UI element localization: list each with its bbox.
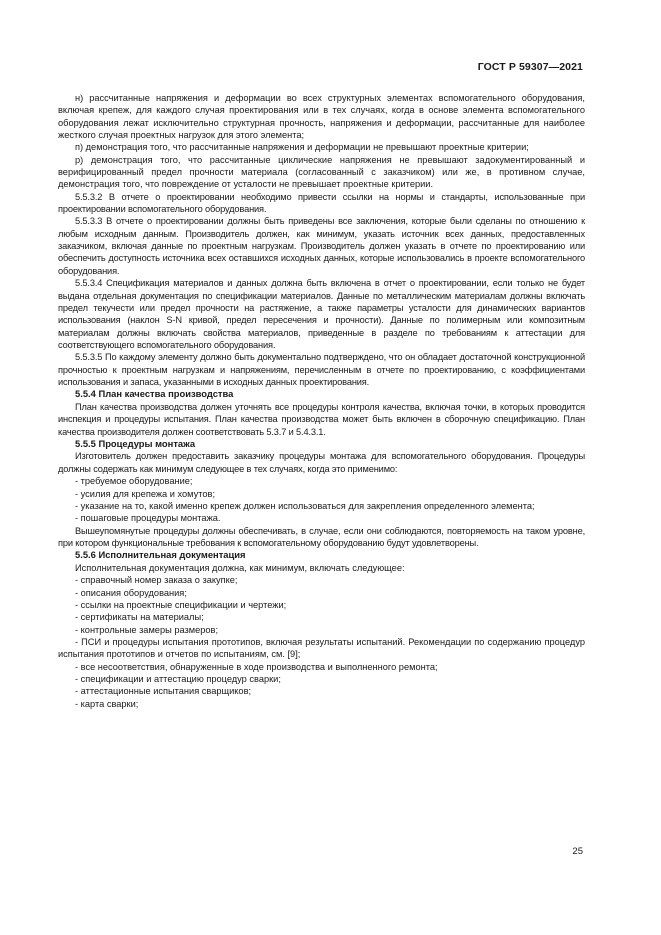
list-item: - аттестационные испытания сварщиков;: [75, 686, 252, 697]
list-item: - ссылки на проектные спецификации и чертежи;: [75, 599, 287, 610]
paragraph-5-5-6: Исполнительная документация должна, как минимум, включать следующее:: [75, 562, 405, 573]
paragraph-5-5-3-4: 5.5.3.4 Спецификация материалов и данных должна быть включена в отчет о проектировании, если только не будет выдана отдельная документация по спецификации материалов. Данные по металлическим материалам должны включать предел текучести или предел прочности на растяжение, а также параметры усталости для динамических вариантов использования (наклон S-N кривой, предел пересечения и прочности). Данные по полимерным или композитным материалам должны включать свойства материалов, приведенные в разделе по требованиям к аттестации для соответствующего вспомогательного оборудования.: [58, 278, 585, 350]
section-heading-5-5-5: 5.5.5 Процедуры монтажа: [75, 437, 196, 449]
list-item: - все несоответствия, обнаруженные в ходе производства и выполненного ремонта;: [75, 661, 438, 672]
section-heading-5-5-4: 5.5.4 План качества производства: [75, 388, 234, 400]
list-item: - контрольные замеры размеров;: [75, 624, 219, 635]
paragraph-item-n: н) рассчитанные напряжения и деформации во всех структурных элементах вспомогательного оборудования, включая крепеж, для каждого случая проектирования или в тех случаях, когда в основе элемента вспомогательного оборудования лежат исключительно структурная прочность, напряжения и деформации, рассчитанные для наиболее жесткого случая проектных нагрузок для этого элемента;: [58, 93, 585, 141]
list-5-5-5: [58, 475, 585, 524]
paragraph-item-p: п) демонстрация того, что рассчитанные напряжения и деформации не превышают проектные критерии;: [75, 142, 529, 153]
list-item: - пошаговые процедуры монтажа.: [75, 513, 221, 524]
list-item: - требуемое оборудование;: [75, 476, 193, 487]
paragraph-5-5-3-2: 5.5.3.2 В отчете о проектировании необходимо привести ссылки на нормы и стандарты, использованные при проектировании вспомогательного оборудования.: [58, 191, 585, 215]
paragraph-5-5-5: Изготовитель должен предоставить заказчику процедуры монтажа для вспомогательного оборудования. Процедуры должны содержать как минимум следующее в тех случаях, когда это применимо:: [58, 451, 585, 474]
list-item: - ПСИ и процедуры испытания прототипов, включая результаты испытаний. Рекомендации по содержанию процедур испытания прототипов и отчетов по испытаниям, см. [9];: [58, 636, 585, 660]
list-item: - спецификации и аттестацию процедур сварки;: [75, 673, 281, 684]
paragraph-5-5-3-5: 5.5.3.5 По каждому элементу должно быть документально подтверждено, что он обладает достаточной конструкционной прочностью к проектным нагрузкам и напряжениям, перечисленным в отчете по проектированию, с коэффициентами использования и запаса, указанными в исходных данных проектирования.: [58, 352, 585, 387]
paragraph-5-5-5-note: Вышеупомянутые процедуры должны обеспечивать, в случае, если они соблюдаются, повторяемость на таком уровне, при котором функциональные требования к вспомогательному оборудованию будут удовлетворены.: [58, 525, 585, 548]
section-heading-5-5-6: 5.5.6 Исполнительная документация: [75, 549, 246, 561]
document-body: [58, 92, 585, 710]
page-number: 25: [572, 846, 583, 857]
list-5-5-6: [58, 574, 585, 710]
document-header-id: ГОСТ Р 59307—2021: [477, 61, 583, 73]
list-item: - справочный номер заказа о закупке;: [75, 575, 238, 586]
paragraph-5-5-4: План качества производства должен уточнять все процедуры контроля качества, включая точки, в которых проводится инспекция и процедуры испытания. План качества производства может быть включен в сборочную спецификацию. План качества производителя должен соответствовать 5.3.7 и 5.4.3.1.: [58, 401, 585, 437]
list-item: - описания оборудования;: [75, 587, 187, 598]
paragraph-item-r: р) демонстрация того, что рассчитанные циклические напряжения не превышают задокументированный и верифицированный предел прочности материала (согласованный с заказчиком) или же, в противном случае, демонстрация того, что повреждение от усталости не превышает проектные критерии.: [58, 154, 585, 190]
list-item: - сертификаты на материалы;: [75, 612, 204, 623]
list-item: - указание на то, какой именно крепеж должен использоваться для закрепления определенного элемента;: [75, 500, 535, 511]
list-item: - карта сварки;: [75, 698, 139, 709]
list-item: - усилия для крепежа и хомутов;: [75, 488, 216, 499]
paragraph-5-5-3-3: 5.5.3.3 В отчете о проектировании должны быть приведены все заключения, которые были сделаны по отношению к любым исходным данным. Производитель должен, как минимум, указать источник всех данных, предоставленных заказчиком, включая данные по проектным нагрузкам. Производитель должен указать в отчете по проектированию или обеспечить доступность источника всех оставшихся исходных данных, которые использовались в проекте вспомогательного оборудования.: [58, 216, 585, 276]
